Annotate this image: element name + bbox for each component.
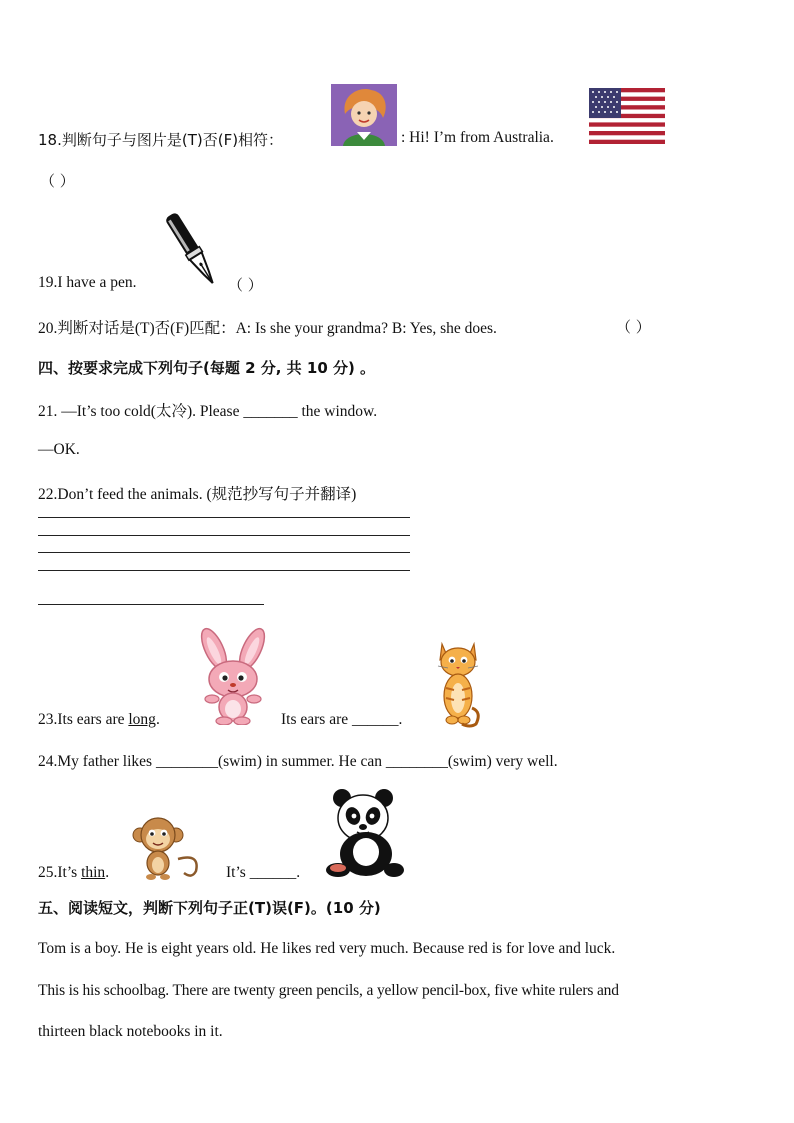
q25-blank[interactable]: ______: [249, 864, 297, 881]
passage-line-1: Tom is a boy. He is eight years old. He likes red very much. Because red is for love and luck.: [38, 940, 616, 957]
q25-keyword: thin: [81, 864, 106, 881]
q22-translation-line[interactable]: [38, 604, 264, 605]
q22-writing-line[interactable]: [38, 552, 410, 553]
q22-writing-line[interactable]: [38, 517, 410, 518]
q19-prompt: 19.I have a pen.: [38, 274, 137, 291]
passage-line-3: thirteen black notebooks in it.: [38, 1023, 223, 1040]
q20-answer-paren[interactable]: （ ）: [616, 318, 651, 336]
q25-answer: [226, 864, 300, 882]
q23-pre: 23.Its ears are: [38, 711, 125, 728]
q20-prompt: 20.判断对话是(T)否(F)匹配：A: Is she your grandma? B: Yes, she does.: [38, 320, 497, 337]
section5-title: 五、阅读短文，判断下列句子正(T)误(F)。(10 分): [38, 899, 381, 917]
fountain-pen-image: [160, 207, 224, 293]
q21-line1: [38, 399, 377, 421]
q23-answer: [281, 711, 402, 729]
q21-line1-pre: 21. —It’s too cold(太冷). Please: [38, 403, 240, 420]
girl-portrait-image: [331, 84, 397, 146]
q25-end: .: [296, 864, 301, 881]
q23-second: Its ears are: [281, 711, 349, 728]
q22-prompt: 22.Don’t feed the animals. (规范抄写句子并翻译): [38, 486, 357, 503]
usa-flag-image: [589, 88, 665, 144]
monkey-image: [130, 815, 206, 881]
q22-writing-line[interactable]: [38, 570, 410, 571]
q25-second: It’s: [226, 864, 246, 881]
q23-end: .: [398, 711, 403, 728]
q21-line1-post: the window.: [301, 403, 378, 420]
q18-answer-paren[interactable]: （ ）: [40, 172, 75, 190]
q21-blank[interactable]: _______: [243, 403, 298, 420]
section4-title: 四、按要求完成下列句子(每题 2 分, 共 10 分) 。: [38, 359, 376, 377]
q21-line2: —OK.: [38, 441, 80, 458]
q25-pre: 25.It’s: [38, 864, 78, 881]
q25-line: [38, 864, 109, 882]
q18-prompt: 18.判断句子与图片是(T)否(F)相符：: [38, 131, 284, 149]
q19-answer-paren[interactable]: （ ）: [228, 276, 263, 294]
q18-speech: : Hi! I’m from Australia.: [401, 129, 554, 146]
panda-image: [324, 786, 404, 880]
q23-line: [38, 711, 160, 729]
q23-post: .: [155, 711, 160, 728]
q23-blank[interactable]: ______: [352, 711, 399, 728]
q25-post: .: [105, 864, 110, 881]
q23-keyword: long: [128, 711, 156, 728]
q24-prompt: 24.My father likes ________(swim) in summer. He can ________(swim) very well.: [38, 753, 558, 770]
passage-line-2: This is his schoolbag. There are twenty green pencils, a yellow pencil-box, five white rulers and: [38, 982, 619, 999]
rabbit-image: [192, 627, 274, 725]
q22-writing-line[interactable]: [38, 535, 410, 536]
cat-image: [434, 638, 482, 728]
